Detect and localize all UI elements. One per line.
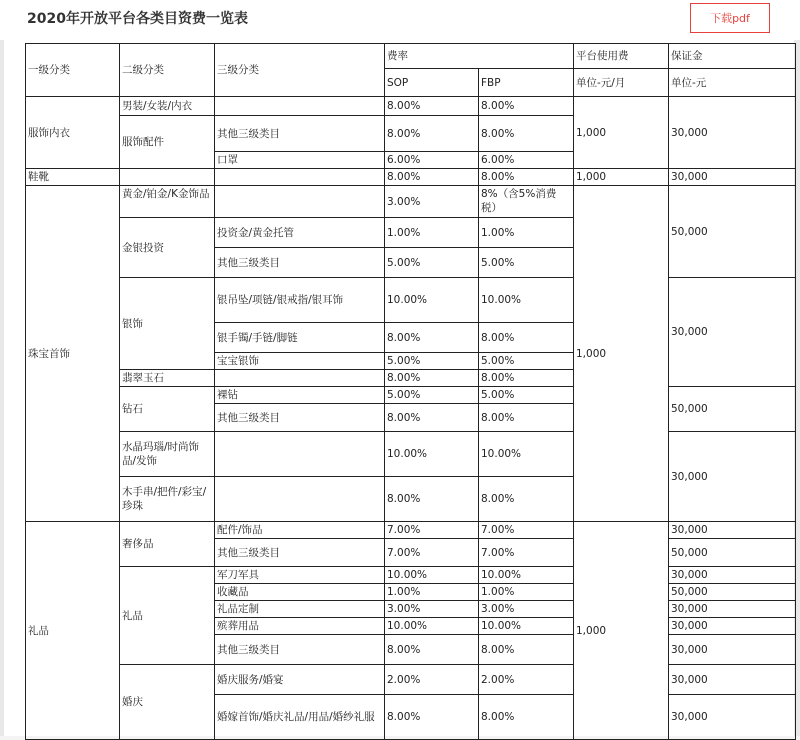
level3-cell: 口罩 — [215, 152, 385, 169]
header-fbp: FBP — [479, 69, 574, 97]
sop-cell: 2.00% — [385, 665, 479, 695]
header-platform-fee: 平台使用费 — [574, 44, 669, 69]
sop-cell: 5.00% — [385, 387, 479, 404]
level2-cell: 婚庆 — [120, 665, 215, 740]
sop-cell: 7.00% — [385, 522, 479, 539]
level3-cell: 殡葬用品 — [215, 618, 385, 635]
level2-cell: 钻石 — [120, 387, 215, 432]
header-rate: 费率 — [385, 44, 574, 69]
fbp-cell: 2.00% — [479, 665, 574, 695]
fbp-cell: 8.00% — [479, 404, 574, 432]
platform-fee-cell: 1,000 — [574, 169, 669, 186]
level3-cell — [215, 432, 385, 477]
deposit-cell: 30,000 — [669, 97, 796, 169]
platform-fee-cell: 1,000 — [574, 522, 669, 740]
level3-cell: 裸钻 — [215, 387, 385, 404]
header-level1: 一级分类 — [26, 44, 120, 97]
table-row — [26, 186, 796, 218]
deposit-cell: 30,000 — [669, 695, 796, 740]
fbp-cell: 5.00% — [479, 353, 574, 370]
left-gutter — [0, 40, 4, 736]
level3-cell: 投资金/黄金托管 — [215, 218, 385, 248]
fbp-cell: 10.00% — [479, 567, 574, 584]
level3-cell — [215, 97, 385, 116]
sop-cell: 1.00% — [385, 218, 479, 248]
platform-fee-cell: 1,000 — [574, 186, 669, 522]
fbp-cell: 8.00% — [479, 635, 574, 665]
level2-cell: 奢侈品 — [120, 522, 215, 567]
sop-cell: 3.00% — [385, 601, 479, 618]
level2-cell: 礼品 — [120, 567, 215, 665]
sop-cell: 5.00% — [385, 353, 479, 370]
download-pdf-button[interactable]: 下载pdf — [690, 3, 770, 33]
deposit-cell: 50,000 — [669, 584, 796, 601]
fbp-cell: 8.00% — [479, 370, 574, 387]
level1-cell: 鞋靴 — [26, 169, 120, 186]
fbp-cell: 8.00% — [479, 116, 574, 152]
level2-cell: 木手串/把件/彩宝/珍珠 — [120, 477, 215, 522]
table-row — [26, 522, 796, 539]
table-row — [26, 567, 796, 584]
fbp-cell: 1.00% — [479, 218, 574, 248]
fbp-cell: 8.00% — [479, 323, 574, 353]
level3-cell — [215, 186, 385, 218]
sop-cell: 10.00% — [385, 618, 479, 635]
level3-cell: 其他三级类目 — [215, 248, 385, 278]
level3-cell — [215, 169, 385, 186]
sop-cell: 8.00% — [385, 404, 479, 432]
level3-cell: 其他三级类目 — [215, 404, 385, 432]
level1-cell: 礼品 — [26, 522, 120, 740]
level3-cell: 婚庆服务/婚宴 — [215, 665, 385, 695]
deposit-cell: 30,000 — [669, 601, 796, 618]
deposit-cell: 30,000 — [669, 432, 796, 522]
sop-cell: 8.00% — [385, 323, 479, 353]
sop-cell: 8.00% — [385, 370, 479, 387]
table-row — [26, 387, 796, 404]
header-level2: 二级分类 — [120, 44, 215, 97]
sop-cell: 8.00% — [385, 97, 479, 116]
level3-cell: 婚嫁首饰/婚庆礼品/用品/婚纱礼服 — [215, 695, 385, 740]
level1-cell: 珠宝首饰 — [26, 186, 120, 522]
sop-cell: 1.00% — [385, 584, 479, 601]
fbp-cell: 7.00% — [479, 522, 574, 539]
sop-cell: 10.00% — [385, 278, 479, 323]
level2-cell: 金银投资 — [120, 218, 215, 278]
deposit-cell: 50,000 — [669, 387, 796, 432]
level3-cell — [215, 370, 385, 387]
sop-cell: 3.00% — [385, 186, 479, 218]
platform-fee-cell: 1,000 — [574, 97, 669, 169]
sop-cell: 6.00% — [385, 152, 479, 169]
deposit-cell: 30,000 — [669, 665, 796, 695]
level3-cell: 配件/饰品 — [215, 522, 385, 539]
level1-cell: 服饰内衣 — [26, 97, 120, 169]
fbp-cell: 10.00% — [479, 278, 574, 323]
level2-cell: 翡翠玉石 — [120, 370, 215, 387]
level2-cell: 银饰 — [120, 278, 215, 370]
level3-cell: 军刀军具 — [215, 567, 385, 584]
deposit-cell: 30,000 — [669, 522, 796, 539]
fbp-cell: 6.00% — [479, 152, 574, 169]
deposit-cell: 30,000 — [669, 278, 796, 387]
fbp-cell: 3.00% — [479, 601, 574, 618]
sop-cell: 5.00% — [385, 248, 479, 278]
level2-cell: 黄金/铂金/K金饰品 — [120, 186, 215, 218]
fbp-cell: 8.00% — [479, 97, 574, 116]
level2-cell: 水晶玛瑙/时尚饰品/发饰 — [120, 432, 215, 477]
header-level3: 三级分类 — [215, 44, 385, 97]
header-deposit-unit: 单位-元 — [669, 69, 796, 97]
table-row — [26, 665, 796, 695]
header-platform-unit: 单位-元/月 — [574, 69, 669, 97]
level2-cell — [120, 169, 215, 186]
sop-cell: 8.00% — [385, 635, 479, 665]
sop-cell: 8.00% — [385, 116, 479, 152]
deposit-cell: 50,000 — [669, 186, 796, 278]
table-row — [26, 432, 796, 477]
deposit-cell: 50,000 — [669, 539, 796, 567]
deposit-cell: 30,000 — [669, 567, 796, 584]
level3-cell: 其他三级类目 — [215, 116, 385, 152]
fbp-cell: 7.00% — [479, 539, 574, 567]
level3-cell: 银手镯/手链/脚链 — [215, 323, 385, 353]
sop-cell: 8.00% — [385, 477, 479, 522]
table-row — [26, 97, 796, 116]
fbp-cell: 8.00% — [479, 169, 574, 186]
fee-table — [25, 43, 796, 740]
deposit-cell: 30,000 — [669, 169, 796, 186]
fbp-cell: 10.00% — [479, 432, 574, 477]
fbp-cell: 8.00% — [479, 695, 574, 740]
sop-cell: 10.00% — [385, 432, 479, 477]
fbp-cell: 10.00% — [479, 618, 574, 635]
header-deposit: 保证金 — [669, 44, 796, 69]
sop-cell: 8.00% — [385, 695, 479, 740]
level3-cell: 礼品定制 — [215, 601, 385, 618]
fbp-cell: 1.00% — [479, 584, 574, 601]
fbp-cell: 8%（含5%消费税） — [479, 186, 574, 218]
deposit-cell: 30,000 — [669, 618, 796, 635]
level3-cell: 其他三级类目 — [215, 635, 385, 665]
table-row — [26, 169, 796, 186]
sop-cell: 7.00% — [385, 539, 479, 567]
level3-cell: 银吊坠/项链/银戒指/银耳饰 — [215, 278, 385, 323]
level3-cell: 其他三级类目 — [215, 539, 385, 567]
deposit-cell: 30,000 — [669, 635, 796, 665]
sop-cell: 8.00% — [385, 169, 479, 186]
header-sop: SOP — [385, 69, 479, 97]
level2-cell: 男装/女装/内衣 — [120, 97, 215, 116]
fbp-cell: 5.00% — [479, 387, 574, 404]
level3-cell: 宝宝银饰 — [215, 353, 385, 370]
fbp-cell: 5.00% — [479, 248, 574, 278]
sop-cell: 10.00% — [385, 567, 479, 584]
table-row — [26, 278, 796, 323]
level3-cell — [215, 477, 385, 522]
level2-cell: 服饰配件 — [120, 116, 215, 169]
fbp-cell: 8.00% — [479, 477, 574, 522]
level3-cell: 收藏品 — [215, 584, 385, 601]
page-title: 2020年开放平台各类目资费一览表 — [27, 11, 248, 27]
